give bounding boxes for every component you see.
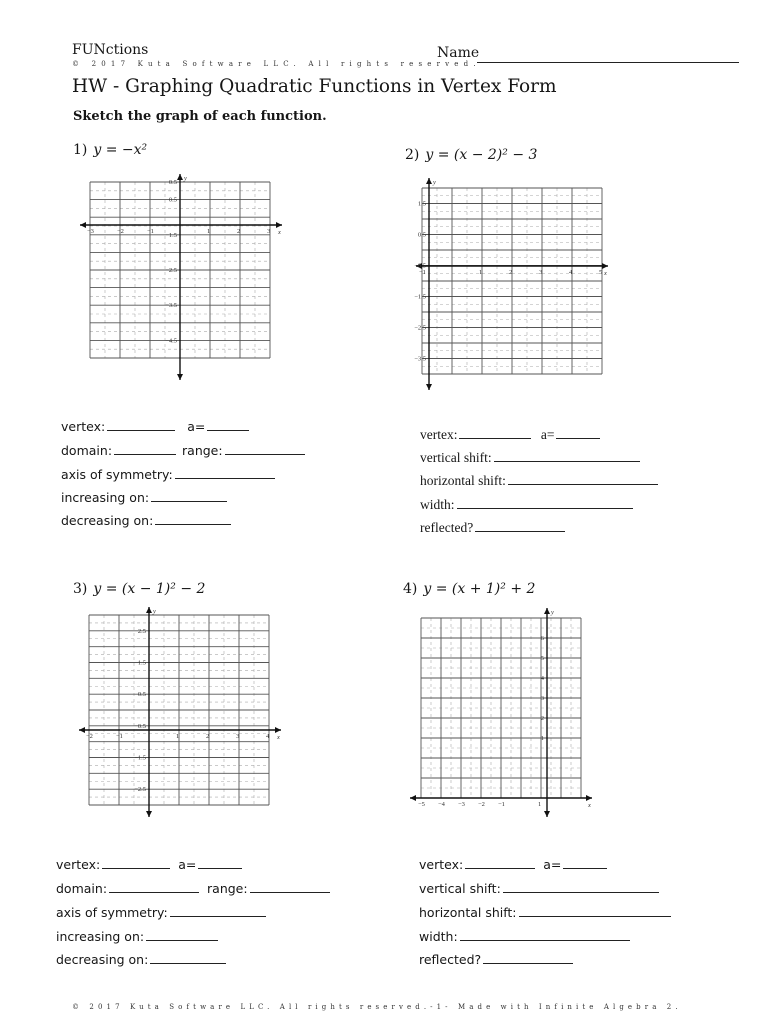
field-label: vertex: — [419, 857, 464, 872]
problem-equation: y = (x + 1)² + 2 — [423, 581, 536, 597]
y-tick-label: 1.5 — [137, 659, 146, 667]
problem-number: 2) — [405, 147, 420, 163]
increasing-blank[interactable] — [151, 489, 227, 502]
horizontal-shift-blank[interactable] — [508, 472, 658, 485]
x-tick-label: 3 — [236, 733, 240, 740]
width-blank[interactable] — [457, 496, 633, 509]
y-tick-label: −0.5 — [134, 722, 146, 730]
p1-axis-row — [61, 466, 275, 482]
domain-blank[interactable] — [114, 442, 176, 455]
a-blank[interactable] — [563, 856, 607, 869]
name-blank[interactable] — [477, 62, 739, 63]
field-label: vertical shift: — [420, 450, 492, 465]
p2-width-row — [420, 496, 633, 513]
grid-svg[interactable] — [408, 606, 598, 821]
y-tick-label: 2 — [540, 715, 544, 722]
decreasing-blank[interactable] — [150, 951, 226, 964]
x-tick-label: −1 — [116, 733, 123, 740]
field-label: width: — [419, 929, 458, 944]
increasing-blank[interactable] — [146, 928, 218, 941]
p1-domain-row — [61, 442, 305, 458]
x-axis-letter: x — [278, 229, 281, 236]
vertical-shift-blank[interactable] — [494, 449, 640, 462]
y-tick-label: 0.5 — [417, 231, 426, 239]
field-label: decreasing on: — [56, 952, 149, 967]
y-tick-label: 2.5 — [137, 627, 146, 635]
copyright-footer: © 2017 Kuta Software LLC. All rights reserved.-1- Made with Infinite Algebra 2. — [72, 1003, 682, 1011]
x-tick-label: 4 — [569, 269, 573, 276]
y-tick-label: −3.5 — [165, 302, 177, 310]
field-label: increasing on: — [61, 490, 150, 505]
field-label: vertex: — [420, 427, 458, 442]
x-tick-label: −4 — [438, 801, 445, 808]
y-tick-label: −3.5 — [414, 355, 426, 363]
decreasing-blank[interactable] — [155, 512, 231, 525]
y-tick-label: −2.5 — [134, 786, 146, 794]
graph-grid-4[interactable] — [408, 606, 598, 821]
p2-vertical-row — [420, 449, 640, 466]
x-axis-letter: x — [604, 270, 607, 277]
field-label: a= — [187, 419, 206, 434]
x-tick-label: −3 — [87, 228, 94, 235]
problem-number: 1) — [73, 142, 88, 158]
field-label: horizontal shift: — [419, 905, 517, 920]
x-tick-label: −2 — [117, 228, 124, 235]
p2-vertex-row — [420, 426, 600, 443]
x-tick-label: 2 — [237, 228, 241, 235]
x-tick-label: −3 — [458, 801, 465, 808]
y-tick-label: −0.5 — [414, 262, 426, 270]
p1-decreasing-row — [61, 512, 231, 528]
instructions: Sketch the graph of each function. — [73, 109, 327, 124]
x-tick-label: 4 — [266, 733, 270, 740]
x-tick-label: 1 — [176, 733, 180, 740]
problem-equation: y = −x² — [93, 142, 148, 158]
worksheet-title: HW - Graphing Quadratic Functions in Vertex Form — [72, 76, 557, 97]
range-blank[interactable] — [250, 880, 330, 893]
problem-3-heading — [73, 581, 205, 597]
field-label: range: — [182, 443, 223, 458]
field-label: increasing on: — [56, 929, 145, 944]
p2-reflected-row — [420, 519, 565, 536]
problem-equation: y = (x − 2)² − 3 — [425, 147, 538, 163]
p4-horizontal-row — [419, 904, 671, 920]
p3-increasing-row — [56, 928, 218, 944]
axis-blank[interactable] — [170, 904, 266, 917]
y-tick-label: 1.5 — [417, 200, 426, 208]
vertex-blank[interactable] — [459, 426, 531, 439]
x-tick-label: 1 — [207, 228, 211, 235]
y-tick-label: 3 — [540, 695, 544, 702]
y-tick-label: 0.5 — [168, 196, 177, 204]
grid-svg[interactable] — [78, 172, 288, 384]
x-tick-label: −1 — [419, 269, 426, 276]
y-axis-letter: y — [433, 179, 436, 186]
y-tick-label: 0.5 — [137, 691, 146, 699]
y-tick-label: 5 — [540, 655, 544, 662]
field-label: range: — [207, 881, 248, 896]
x-tick-label: −1 — [498, 801, 505, 808]
y-tick-label: 4 — [540, 675, 544, 682]
x-axis-letter: x — [277, 734, 280, 741]
field-label: reflected? — [420, 520, 474, 535]
y-axis-letter: y — [184, 175, 187, 182]
p4-width-row — [419, 928, 630, 944]
a-blank[interactable] — [198, 856, 242, 869]
field-label: domain: — [61, 443, 113, 458]
a-blank[interactable] — [207, 418, 249, 431]
p4-vertex-row — [419, 856, 607, 872]
field-label: a= — [543, 857, 562, 872]
copyright-top: © 2017 Kuta Software LLC. All rights reserved. — [72, 60, 481, 68]
y-tick-label: 6 — [540, 635, 544, 642]
graph-grid-3[interactable] — [77, 605, 287, 821]
field-label: vertical shift: — [419, 881, 501, 896]
horizontal-shift-blank[interactable] — [519, 904, 671, 917]
field-label: width: — [420, 497, 455, 512]
y-axis-letter: y — [551, 609, 554, 616]
p1-vertex-row — [61, 418, 249, 434]
reflected-blank[interactable] — [475, 519, 565, 532]
y-tick-label: −1.5 — [414, 293, 426, 301]
x-tick-label: −2 — [478, 801, 485, 808]
range-blank[interactable] — [225, 442, 305, 455]
x-tick-label: 1 — [479, 269, 483, 276]
p3-decreasing-row — [56, 951, 226, 967]
problem-number: 4) — [403, 581, 418, 597]
problem-1-heading — [73, 142, 147, 158]
x-tick-label: 2 — [206, 733, 210, 740]
field-label: reflected? — [419, 952, 482, 967]
x-tick-label: −1 — [147, 228, 154, 235]
y-tick-label: 0.5 — [168, 179, 177, 186]
problem-4-heading — [403, 581, 535, 597]
graph-grid-1[interactable] — [78, 172, 288, 384]
field-label: axis of symmetry: — [56, 905, 168, 920]
y-tick-label: −4.5 — [165, 337, 177, 345]
p4-vertical-row — [419, 880, 659, 896]
field-label: a= — [540, 427, 555, 442]
x-tick-label: 3 — [267, 228, 271, 235]
field-label: horizontal shift: — [420, 473, 506, 488]
x-tick-label: −5 — [418, 801, 425, 808]
vertical-shift-blank[interactable] — [503, 880, 659, 893]
y-tick-label: −2.5 — [414, 324, 426, 332]
x-tick-label: 3 — [539, 269, 543, 276]
vertex-blank[interactable] — [107, 418, 175, 431]
p2-horizontal-row — [420, 472, 658, 489]
field-label: a= — [178, 857, 197, 872]
course-name: FUNctions — [72, 42, 149, 58]
y-tick-label: −2.5 — [165, 267, 177, 274]
grid-svg[interactable] — [77, 605, 287, 821]
domain-blank[interactable] — [109, 880, 199, 893]
reflected-blank[interactable] — [483, 951, 573, 964]
x-tick-label: 5 — [599, 269, 603, 276]
a-blank[interactable] — [556, 426, 600, 439]
field-label: axis of symmetry: — [61, 467, 173, 482]
p1-increasing-row — [61, 489, 227, 505]
graph-grid-2[interactable] — [414, 176, 614, 394]
grid-svg[interactable] — [414, 176, 614, 394]
axis-blank[interactable] — [175, 466, 275, 479]
y-axis-letter: y — [153, 608, 156, 615]
field-label: vertex: — [61, 419, 106, 434]
problem-number: 3) — [73, 581, 88, 597]
vertex-blank[interactable] — [465, 856, 535, 869]
problem-2-heading — [405, 147, 537, 163]
field-label: vertex: — [56, 857, 101, 872]
y-tick-label: 1 — [540, 735, 544, 742]
y-tick-label: −1.5 — [134, 754, 146, 762]
x-tick-label: 2 — [509, 269, 513, 276]
y-tick-label: −1.5 — [165, 231, 177, 239]
p3-domain-row — [56, 880, 330, 896]
field-label: decreasing on: — [61, 513, 154, 528]
x-axis-letter: x — [588, 802, 591, 809]
x-tick-label: 1 — [538, 801, 542, 808]
width-blank[interactable] — [460, 928, 630, 941]
p3-axis-row — [56, 904, 266, 920]
vertex-blank[interactable] — [102, 856, 170, 869]
x-tick-label: −2 — [86, 733, 93, 740]
p4-reflected-row — [419, 951, 573, 967]
p3-vertex-row — [56, 856, 242, 872]
problem-equation: y = (x − 1)² − 2 — [93, 581, 206, 597]
field-label: domain: — [56, 881, 108, 896]
name-label: Name — [437, 45, 480, 61]
